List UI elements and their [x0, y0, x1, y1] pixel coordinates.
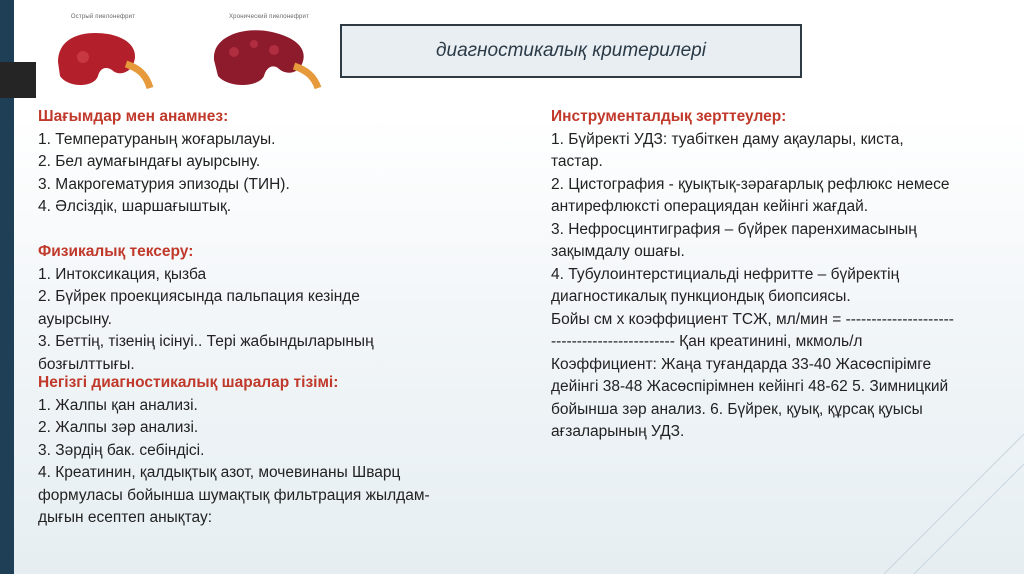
basic-item: 4. Креатинин, қалдықтық азот, мочевинаны Шварц: [38, 464, 401, 481]
complaint-item: 1. Температураның жоғарылауы.: [38, 130, 276, 148]
accent-bar-top: [0, 0, 14, 62]
basic-measures-block: [38, 372, 538, 530]
basic-heading: Негізгі диагностикалық шаралар тізімі:: [38, 374, 339, 391]
slide-title: диагностикалық критерилері: [436, 40, 706, 61]
complaint-item: 2. Бел аумағындағы ауырсыну.: [38, 153, 261, 170]
instrumental-item: зақымдалу ошағы.: [551, 243, 685, 260]
corner-decoration: [884, 434, 1024, 574]
instrumental-item: диагностикалық пункциондық биопсиясы.: [551, 288, 851, 305]
instrumental-item: антирефлюксті операциядан кейінгі жағдай.: [551, 198, 869, 215]
coefficient-line: бойынша зәр анализ. 6. Бүйрек, қуық, құрсақ қуысы: [551, 400, 923, 418]
kidney-images: [36, 14, 340, 92]
physical-item: бозғылттығы.: [38, 355, 135, 373]
coefficient-line: ағзаларының УДЗ.: [551, 423, 685, 440]
image-caption: Острый пиелонефрит: [70, 14, 136, 20]
basic-item: дығын есептеп анықтау:: [38, 509, 213, 526]
slide-title-box: [340, 24, 802, 78]
formula-line: ------------------------ Қан креатинині, мкмоль/л: [551, 333, 863, 350]
instrumental-heading: Инструменталдық зерттеулер:: [551, 108, 787, 125]
basic-item: 1. Жалпы қан анализі.: [38, 396, 198, 414]
basic-item: 2. Жалпы зәр анализі.: [38, 419, 199, 436]
physical-heading: Физикалық тексеру:: [38, 243, 194, 260]
physical-item: ауырсыну.: [38, 310, 112, 328]
physical-item: 1. Интоксикация, қызба: [38, 265, 207, 283]
instrumental-item: 1. Бүйректі УДЗ: туабіткен даму ақаулары, киста,: [551, 130, 904, 148]
complaint-item: 3. Макрогематурия эпизоды (ТИН).: [38, 175, 290, 193]
coefficient-line: Коэффициент: Жаңа туғандарда 33-40 Жасөспірімге: [551, 355, 932, 373]
complaints-heading: Шағымдар мен анамнез:: [38, 108, 229, 125]
kidney-chronic-image: [204, 14, 334, 92]
physical-item: 2. Бүйрек проекциясында пальпация кезінде: [38, 288, 360, 305]
physical-item: 3. Беттің, тізенің ісінуі.. Тері жабындыларының: [38, 333, 374, 350]
accent-bar-left: [0, 98, 14, 574]
instrumental-item: 2. Цистография - қуықтық-зәрағарлық рефлюкс немесе: [551, 175, 950, 193]
instrumental-item: 4. Тубулоинтерстициальді нефритте – бүйректің: [551, 265, 900, 283]
basic-item: 3. Зәрдің бак. себіндісі.: [38, 441, 205, 459]
basic-item: формуласы бойынша шумақтық фильтрация жылдам-: [38, 486, 430, 504]
formula-line: Бойы см х коэффициент ТСЖ, мл/мин = ---------------------: [551, 310, 954, 328]
instrumental-item: тастар.: [551, 153, 603, 170]
right-column: [551, 106, 1024, 444]
kidney-acute-image: [38, 14, 168, 92]
coefficient-line: дейінгі 38-48 Жасөспірімнен кейінгі 48-62 5. Зимницкий: [551, 378, 949, 395]
complaint-item: 4. Әлсіздік, шаршағыштық.: [38, 198, 232, 215]
instrumental-item: 3. Нефросцинтиграфия – бүйрек паренхимасының: [551, 220, 917, 238]
image-caption: Хронический пиелонефрит: [228, 14, 310, 20]
left-column: [38, 106, 538, 376]
accent-block: [0, 62, 36, 98]
